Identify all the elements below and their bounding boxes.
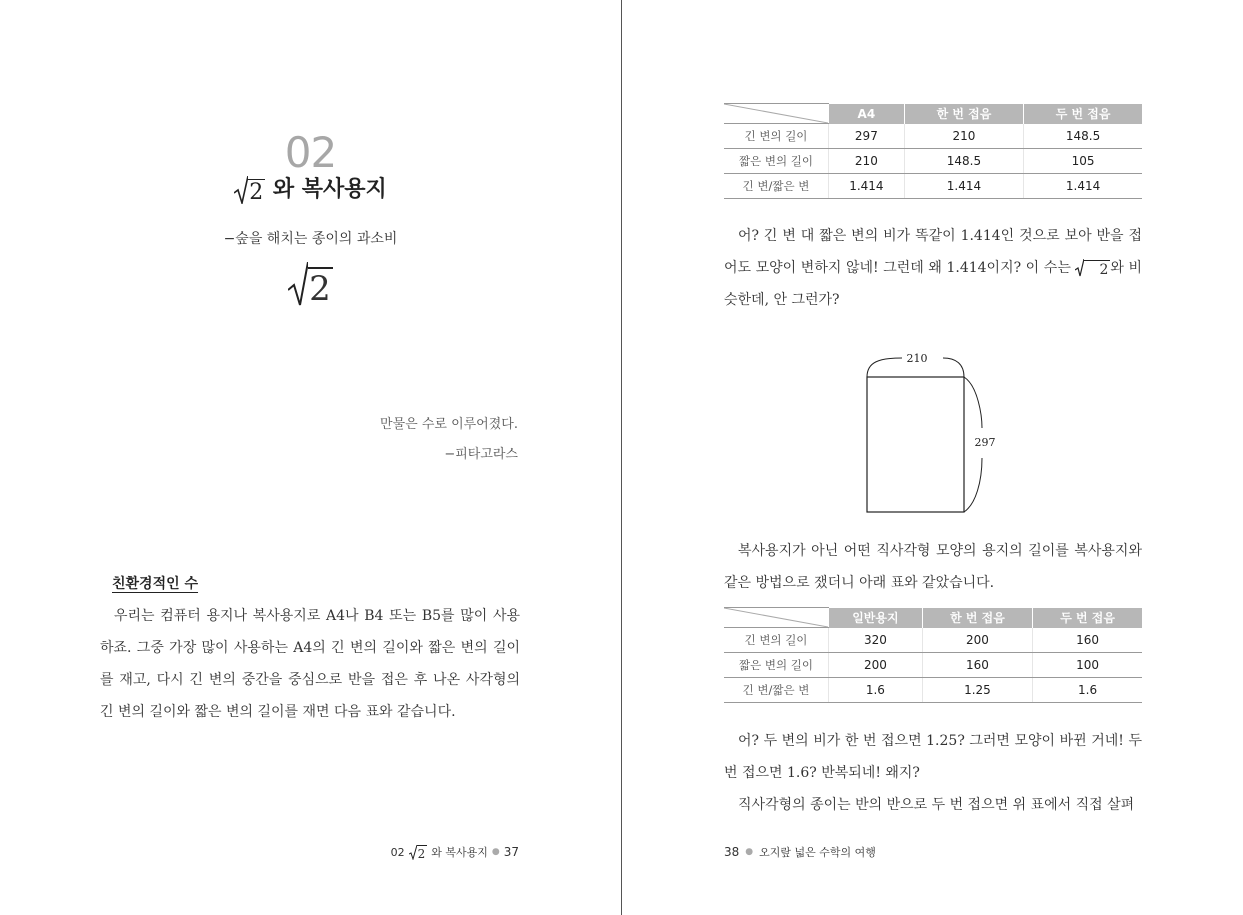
footer-book-title: 오지랖 넓은 수학의 여행 [759,846,876,859]
footer-chapter-title: 와 복사용지 [431,846,488,859]
para2-text: 복사용지가 아닌 어떤 직사각형 모양의 용지의 길이를 복사용지와 같은 방법으로 쟀더니 아래 표와 같았습니다. [724,543,1142,591]
footer-dot-icon: ● [491,847,500,857]
table2-header: 두 번 접음 [1033,608,1142,628]
section-heading: 친환경적인 수 [112,576,199,592]
row-label: 긴 변/짧은 변 [724,174,829,199]
table2-header: 한 번 접음 [922,608,1032,628]
left-footer [391,844,519,860]
table-cell: 100 [1033,653,1142,678]
table-cell: 1.414 [1024,174,1142,199]
page-number-right: 38 [724,845,740,859]
right-page [622,0,1243,915]
footer-radicand: 2 [417,846,426,861]
table1-header: A4 [829,104,905,124]
table-corner-cell [724,104,829,124]
table-row [724,149,1142,174]
big-sqrt-two [0,262,621,309]
row-label: 긴 변의 길이 [724,124,829,149]
table-cell: 297 [829,124,905,149]
table-cell: 1.6 [1033,678,1142,703]
table-row [724,174,1142,199]
chapter-subtitle: −숲을 해치는 종이의 과소비 [223,231,398,247]
table-row [724,653,1142,678]
table-cell: 1.414 [904,174,1023,199]
row-label: 긴 변/짧은 변 [724,678,829,703]
right-footer [724,844,876,860]
table-general-paper [724,607,1142,703]
table-cell: 200 [922,628,1032,653]
left-page [0,0,621,915]
table-cell: 148.5 [1024,124,1142,149]
chapter-title-radicand: 2 [249,180,264,205]
para1-text-end: 와 비슷한데, 안 그런가? [724,260,1142,308]
footer-chapter-number: 02 [390,845,405,859]
table-cell: 210 [904,124,1023,149]
para1-text: 어? 긴 변 대 짧은 변의 비가 똑같이 1.414인 것으로 보아 반을 접어도 모양이 변하지 않네! 그런데 왜 1.414이지? 이 수는 [724,228,1142,276]
row-label: 짧은 변의 길이 [724,653,829,678]
table-row [724,628,1142,653]
table-cell: 1.414 [829,174,905,199]
right-paragraph-2 [724,535,1142,599]
table-cell: 160 [1033,628,1142,653]
table-row [724,124,1142,149]
big-sqrt-radicand: 2 [309,269,331,309]
epigraph-quote: 만물은 수로 이루어졌다. [380,417,518,432]
left-body-text [100,600,520,728]
inline-sqrt [1075,259,1110,277]
right-paragraph-3 [724,725,1142,821]
table1-header: 한 번 접음 [904,104,1023,124]
sqrt-symbol [234,176,265,204]
para4-text: 직사각형의 종이는 반의 반으로 두 번 접으면 위 표에서 직접 살펴 [738,797,1135,813]
row-label: 짧은 변의 길이 [724,149,829,174]
chapter-title [0,172,621,204]
table-a4 [724,103,1142,199]
table-cell: 160 [922,653,1032,678]
table-cell: 148.5 [904,149,1023,174]
table-row [724,678,1142,703]
inline-radicand: 2 [1084,260,1110,277]
table-corner-cell [724,608,829,628]
table-cell: 1.6 [829,678,923,703]
table-cell: 320 [829,628,923,653]
diagram-width-label: 210 [906,352,928,365]
diagram-height-label: 297 [974,436,996,449]
footer-dot-icon: ● [745,847,754,857]
para3-text: 어? 두 변의 비가 한 번 접으면 1.25? 그러면 모양이 바뀐 거네! 두 번 접으면 1.6? 반복되네! 왜지? [724,733,1142,781]
table-cell: 1.25 [922,678,1032,703]
chapter-number: 02 [284,128,337,177]
chapter-title-text: 와 복사용지 [272,177,387,202]
paper-diagram [844,346,1004,522]
table1-header: 두 번 접음 [1024,104,1142,124]
table-cell: 200 [829,653,923,678]
table-cell: 105 [1024,149,1142,174]
right-paragraph-1 [724,220,1142,316]
table-cell: 210 [829,149,905,174]
row-label: 긴 변의 길이 [724,628,829,653]
left-paragraph: 우리는 컴퓨터 용지나 복사용지로 A4나 B4 또는 B5를 많이 사용하죠. 그중 가장 많이 사용하는 A4의 긴 변의 길이와 짧은 변의 길이를 재고, 다시 긴 변의 중간을 중심으로 반을 접은 후 나온 사각형의 긴 변의 길이와 짧은 변의 길이를 재면 다음 표와 같습니다. [100,608,520,720]
table2-header: 일반용지 [829,608,923,628]
page-number-left: 37 [503,845,519,859]
epigraph-author: −피타고라스 [444,447,518,462]
epigraph [380,414,518,474]
